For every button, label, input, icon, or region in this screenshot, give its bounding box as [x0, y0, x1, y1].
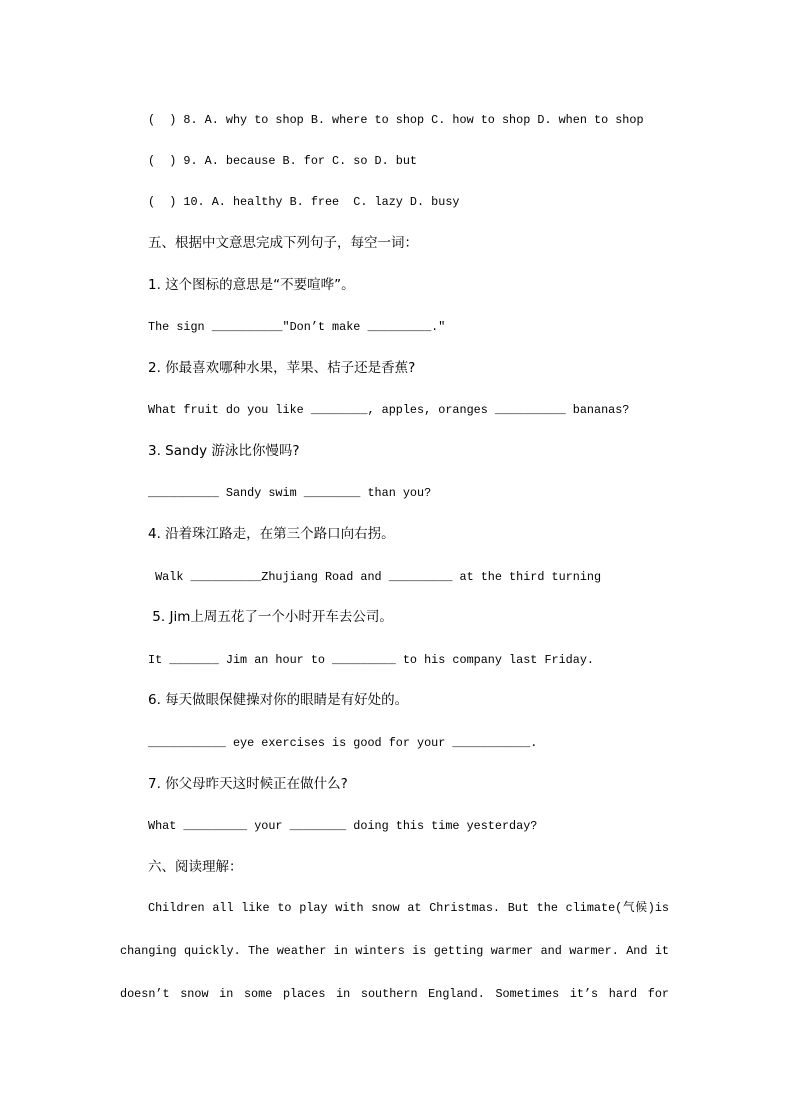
section6-title: 六、阅读理解：: [148, 859, 243, 875]
item-1-english: The sign __________″Don’t make _________.″: [148, 320, 446, 334]
passage-line-1: Children all like to play with snow at Christmas. But the climate(气候)is: [148, 901, 669, 915]
item-7-chinese: 7. 你父母昨天这时候正在做什么?: [148, 776, 348, 792]
item-1-chinese: 1. 这个图标的意思是“不要喧哗”。: [148, 277, 355, 293]
question-9: ( ) 9. A. because B. for C. so D. but: [148, 154, 418, 168]
item-2-english: What fruit do you like ________, apples, oranges __________ bananas?: [148, 403, 630, 417]
item-3-english: __________ Sandy swim ________ than you?: [148, 486, 432, 500]
passage-line-2: changing quickly. The weather in winters is getting warmer and warmer. And it: [120, 944, 669, 958]
passage-line-3: doesn’t snow in some places in southern England. Sometimes it’s hard for: [120, 987, 669, 1001]
question-10: ( ) 10. A. healthy B. free C. lazy D. busy: [148, 195, 460, 209]
question-8: ( ) 8. A. why to shop B. where to shop C. how to shop D. when to shop: [148, 113, 644, 127]
item-4-english: Walk __________Zhujiang Road and _________ at the third turning: [148, 570, 602, 584]
item-3-chinese: 3. Sandy 游泳比你慢吗?: [148, 443, 300, 459]
item-6-chinese: 6. 每天做眼保健操对你的眼睛是有好处的。: [148, 692, 409, 708]
item-4-chinese: 4. 沿着珠江路走，在第三个路口向右拐。: [148, 526, 395, 542]
item-2-chinese: 2. 你最喜欢哪种水果，苹果、桔子还是香蕉?: [148, 360, 416, 376]
item-6-english: ___________ eye exercises is good for your ___________.: [148, 736, 538, 750]
item-7-english: What _________ your ________ doing this time yesterday?: [148, 819, 538, 833]
item-5-english: It _______ Jim an hour to _________ to his company last Friday.: [148, 653, 594, 667]
item-5-chinese: 5. Jim上周五花了一个小时开车去公司。: [148, 609, 393, 625]
section5-title: 五、根据中文意思完成下列句子，每空一词：: [148, 235, 418, 251]
